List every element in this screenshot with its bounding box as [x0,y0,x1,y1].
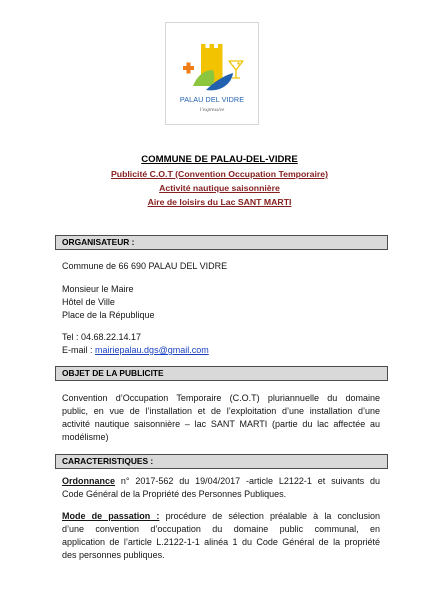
organisateur-commune: Commune de 66 690 PALAU DEL VIDRE [62,261,228,271]
title-lieu: Aire de loisirs du Lac SANT MARTI [147,197,292,207]
title-activite: Activité nautique saisonnière [159,183,280,193]
logo-name: PALAU DEL VIDRE [179,95,245,104]
paragraph-line [62,510,380,523]
paragraph-line: activité nautique saisonnière – lac SANT MARTI (partie du lac affectée au [62,419,380,429]
email-label: E-mail : [62,345,93,355]
paragraph-line: d’une convention d’occupation du domaine public communal, en [62,524,380,534]
document-title [0,153,439,209]
paragraph-line: Convention d’Occupation Temporaire (C.O.T) pluriannuelle du domaine [62,393,380,403]
paragraph-line: des personnes publiques. [62,550,165,560]
paragraph-line [62,475,380,488]
paragraph-line: public, en vue de l’installation et de l’exploitation d’une installation d’une [62,406,380,416]
cross-icon [183,63,194,74]
ordonnance-text: n° 2017-562 du 19/04/2017 -article L2122-1 et suivants du [120,476,380,486]
mode-passation-label: Mode de passation : [62,511,160,521]
mode-passation-text: procédure de sélection préalable à la conclusion [165,511,380,521]
section-header-caracteristiques: CARACTERISTIQUES : [55,454,388,469]
mode-passation-paragraph [62,510,380,562]
commune-logo [166,23,258,124]
title-commune: COMMUNE DE PALAU-DEL-VIDRE [141,154,298,165]
logo-frame [165,22,259,125]
section-header-organisateur: ORGANISATEUR : [55,235,388,250]
ordonnance-paragraph [62,475,380,501]
paragraph-line: Code Général de la Propriété des Personnes Publiques. [62,489,287,499]
email-link[interactable]: mairiepalau.dgs@gmail.com [95,345,209,355]
objet-paragraph [62,392,380,444]
paragraph-line: modélisme) [62,432,109,442]
paragraph-line: application de l’article L.2122-1-1 alinéa 1 du Code Général de la propriété [62,537,380,547]
organisateur-address [62,283,380,322]
address-line: Monsieur le Maire [62,284,134,294]
logo-tagline: l’expressive [199,107,225,113]
title-publicite: Publicité C.O.T (Convention Occupation Temporaire) [110,169,329,179]
address-line: Hôtel de Ville [62,297,115,307]
section-header-objet: OBJET DE LA PUBLICITE [55,366,388,381]
organisateur-tel: Tel : 04.68.22.14.17 [62,332,142,342]
address-line: Place de la République [62,310,155,320]
organisateur-email-row [62,344,380,357]
ordonnance-label: Ordonnance [62,476,116,486]
organisateur-contact [62,331,380,357]
